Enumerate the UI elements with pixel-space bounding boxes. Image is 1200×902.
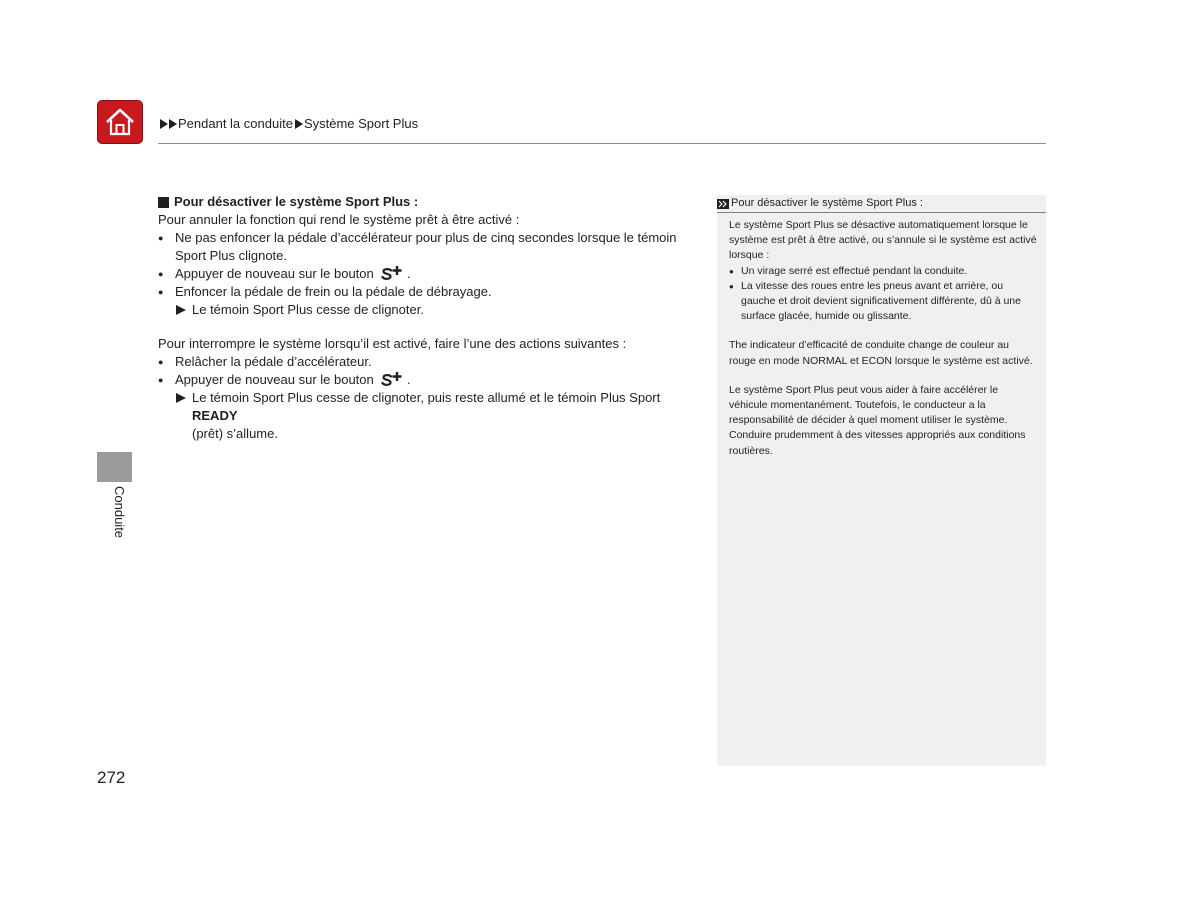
side-note-divider — [717, 212, 1046, 213]
note-list-item: ● Un virage serré est effectué pendant la conduite. — [729, 264, 1037, 279]
note-list-item: ● La vitesse des roues entre les pneus avant et arrière, ou gauche et droit devient significativement différente, dû à une surface glacée, humide ou glissante. — [729, 279, 1037, 325]
home-button[interactable] — [97, 100, 143, 144]
home-icon — [104, 107, 136, 137]
reference-icon — [717, 199, 729, 209]
list-item: ● Ne pas enfoncer la pédale d’accélérateur pour plus de cinq secondes lorsque le témoin Sport Plus clignote. — [158, 229, 703, 265]
note-paragraph: Le système Sport Plus peut vous aider à faire accélérer le véhicule momentanément. Toutefois, le conducteur a la responsabilité de décider à quel moment utiliser le système. Conduire prudemment à des vitesses appropriés aux conditions routières. — [729, 383, 1026, 457]
main-content — [158, 193, 703, 443]
result-item: Le témoin Sport Plus cesse de clignoter, puis reste allumé et le témoin Plus Sport READY (prêt) s’allume. — [158, 389, 703, 443]
breadcrumb-current: Système Sport Plus — [303, 116, 419, 131]
arrow-icon — [169, 119, 177, 129]
intro-text: Pour interrompre le système lorsqu’il est activé, faire l’une des actions suivantes : — [158, 336, 627, 351]
list-item: ● Enfoncer la pédale de frein ou la pédale de débrayage. — [158, 283, 703, 301]
sport-plus-icon — [381, 371, 403, 387]
breadcrumb-link-driving[interactable]: Pendant la conduite — [178, 116, 293, 131]
arrow-icon — [160, 119, 168, 129]
side-note-body — [729, 218, 1037, 459]
result-item: Le témoin Sport Plus cesse de clignoter. — [158, 301, 703, 319]
chapter-tab[interactable] — [97, 452, 132, 482]
list-item: ● Appuyer de nouveau sur le bouton . — [158, 265, 703, 283]
chapter-label: Conduite — [112, 486, 127, 539]
side-note-panel — [717, 195, 1046, 766]
result-arrow-icon — [176, 393, 186, 403]
side-note-header: Pour désactiver le système Sport Plus : — [717, 195, 1046, 212]
square-bullet-icon — [158, 197, 169, 208]
page-number: 272 — [97, 768, 126, 787]
list-item: ● Appuyer de nouveau sur le bouton . — [158, 371, 703, 389]
note-paragraph: The indicateur d’efficacité de conduite change de couleur au rouge en mode NORMAL et ECON lorsque le système est activé. — [729, 339, 1033, 367]
intro-text: Pour annuler la fonction qui rend le système prêt à être activé : — [158, 212, 520, 227]
section-title: Pour désactiver le système Sport Plus : — [158, 193, 703, 211]
sport-plus-icon — [381, 265, 403, 281]
header-divider — [158, 143, 1046, 144]
breadcrumb — [160, 116, 418, 131]
note-paragraph: Le système Sport Plus se désactive automatiquement lorsque le système est prêt à être activé, ou s’annule si le système est activé lorsque : — [729, 219, 1037, 262]
result-arrow-icon — [176, 305, 186, 315]
list-item: ● Relâcher la pédale d’accélérateur. — [158, 353, 703, 371]
arrow-icon — [295, 119, 303, 129]
